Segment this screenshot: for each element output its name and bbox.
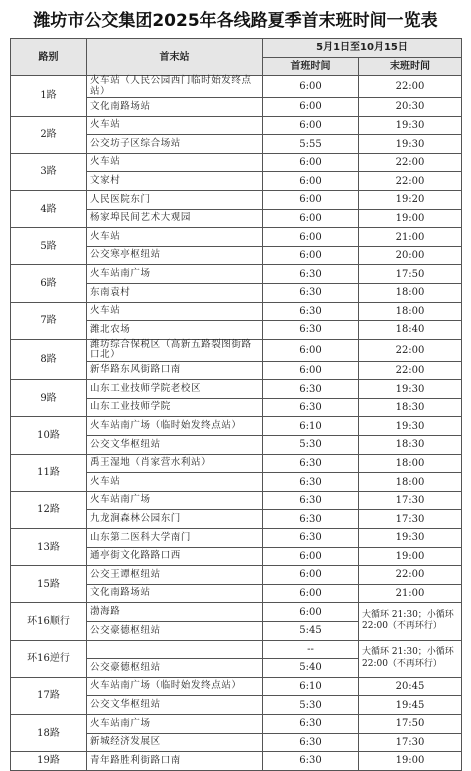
last-time-cell: 17:50 bbox=[359, 265, 462, 284]
last-time-cell: 17:30 bbox=[359, 491, 462, 510]
first-time-cell: 6:00 bbox=[263, 209, 359, 228]
first-time-cell: 6:00 bbox=[263, 76, 359, 98]
first-time-cell: 6:00 bbox=[263, 584, 359, 603]
stop-cell: 禹王湿地（肖家营水利站） bbox=[87, 454, 263, 473]
route-cell: 7路 bbox=[11, 302, 87, 339]
header-first: 首班时间 bbox=[263, 57, 359, 76]
first-time-cell: 6:00 bbox=[263, 361, 359, 380]
last-time-note: 大循环 21:30；小循环 22:00（不再环行） bbox=[359, 603, 462, 640]
first-time-cell: 6:00 bbox=[263, 153, 359, 172]
route-cell: 环16顺行 bbox=[11, 603, 87, 640]
stop-cell: 公交坊子区综合场站 bbox=[87, 135, 263, 154]
last-time-cell: 20:30 bbox=[359, 98, 462, 117]
first-time-cell: 6:00 bbox=[263, 116, 359, 135]
route-cell: 18路 bbox=[11, 714, 87, 751]
table-row bbox=[11, 265, 462, 284]
last-time-cell: 18:30 bbox=[359, 398, 462, 417]
table-row bbox=[11, 529, 462, 548]
last-time-cell: 19:30 bbox=[359, 135, 462, 154]
last-time-cell: 19:30 bbox=[359, 380, 462, 399]
last-time-cell: 20:00 bbox=[359, 246, 462, 265]
first-time-cell: 5:30 bbox=[263, 696, 359, 715]
stop-cell: 火车站（人民公园西门临时始发终点站） bbox=[87, 76, 263, 98]
last-time-cell: 19:00 bbox=[359, 547, 462, 566]
stop-cell: 山东工业技师学院老校区 bbox=[87, 380, 263, 399]
table-row bbox=[11, 302, 462, 321]
header-period: 5月1日至10月15日 bbox=[263, 39, 462, 58]
route-cell: 12路 bbox=[11, 491, 87, 528]
first-time-cell: 6:30 bbox=[263, 529, 359, 548]
stop-cell: 公交文华枢纽站 bbox=[87, 696, 263, 715]
stop-cell: 火车站 bbox=[87, 116, 263, 135]
table-row bbox=[11, 380, 462, 399]
first-time-cell: 6:00 bbox=[263, 603, 359, 622]
stop-cell: 公交豪德枢纽站 bbox=[87, 621, 263, 640]
last-time-cell: 19:30 bbox=[359, 116, 462, 135]
last-time-cell: 18:40 bbox=[359, 321, 462, 340]
route-cell: 6路 bbox=[11, 265, 87, 302]
first-time-cell: 6:00 bbox=[263, 98, 359, 117]
header-route: 路别 bbox=[11, 39, 87, 76]
last-time-cell: 22:00 bbox=[359, 153, 462, 172]
table-row bbox=[11, 191, 462, 210]
first-time-cell: 5:55 bbox=[263, 135, 359, 154]
route-cell: 11路 bbox=[11, 454, 87, 491]
stop-cell: 文化南路场站 bbox=[87, 98, 263, 117]
table-row bbox=[11, 76, 462, 98]
first-time-cell: 6:30 bbox=[263, 302, 359, 321]
table-row bbox=[11, 603, 462, 622]
last-time-cell: 22:00 bbox=[359, 76, 462, 98]
stop-cell: 文家村 bbox=[87, 172, 263, 191]
route-cell: 13路 bbox=[11, 529, 87, 566]
last-time-cell: 18:30 bbox=[359, 436, 462, 455]
last-time-cell: 22:00 bbox=[359, 566, 462, 585]
stop-cell: 东南袁村 bbox=[87, 284, 263, 303]
first-time-cell: 6:30 bbox=[263, 380, 359, 399]
first-time-cell: 6:30 bbox=[263, 473, 359, 492]
route-cell: 17路 bbox=[11, 677, 87, 714]
first-time-cell: 5:45 bbox=[263, 621, 359, 640]
last-time-cell: 20:45 bbox=[359, 677, 462, 696]
last-time-cell: 21:00 bbox=[359, 228, 462, 247]
header-stops: 首末站 bbox=[87, 39, 263, 76]
first-time-cell: 6:00 bbox=[263, 246, 359, 265]
table-row bbox=[11, 417, 462, 436]
stop-cell: 火车站南广场（临时始发终点站） bbox=[87, 417, 263, 436]
stop-cell: 九龙涧森林公园东门 bbox=[87, 510, 263, 529]
stop-cell: 火车站南广场 bbox=[87, 714, 263, 733]
last-time-cell: 19:20 bbox=[359, 191, 462, 210]
last-time-cell: 18:00 bbox=[359, 473, 462, 492]
last-time-cell: 19:45 bbox=[359, 696, 462, 715]
table-row bbox=[11, 491, 462, 510]
first-time-cell: 6:30 bbox=[263, 284, 359, 303]
stop-cell: 火车站 bbox=[87, 473, 263, 492]
first-time-cell: 5:30 bbox=[263, 436, 359, 455]
table-row bbox=[11, 153, 462, 172]
schedule-table bbox=[10, 38, 462, 771]
first-time-cell: 5:40 bbox=[263, 659, 359, 678]
stop-cell: 公交王谭枢纽站 bbox=[87, 566, 263, 585]
table-row bbox=[11, 228, 462, 247]
stop-cell: 潍北农场 bbox=[87, 321, 263, 340]
stop-cell: 新城经济发展区 bbox=[87, 733, 263, 752]
last-time-cell: 19:30 bbox=[359, 417, 462, 436]
stop-cell: 杨家埠民间艺术大观园 bbox=[87, 209, 263, 228]
stop-cell: 山东第二医科大学南门 bbox=[87, 529, 263, 548]
stop-cell: 火车站南广场（临时始发终点站） bbox=[87, 677, 263, 696]
table-row bbox=[11, 752, 462, 771]
route-cell: 环16逆行 bbox=[11, 640, 87, 677]
last-time-cell: 22:00 bbox=[359, 172, 462, 191]
stop-cell: 公交豪德枢纽站 bbox=[87, 659, 263, 678]
first-time-cell: 6:30 bbox=[263, 510, 359, 529]
first-time-cell: 6:30 bbox=[263, 265, 359, 284]
first-time-cell: 6:00 bbox=[263, 566, 359, 585]
stop-cell: 文化南路场站 bbox=[87, 584, 263, 603]
page-title: 潍坊市公交集团2025年各线路夏季首末班时间一览表 bbox=[33, 11, 438, 31]
last-time-cell: 18:00 bbox=[359, 454, 462, 473]
stop-cell: 火车站 bbox=[87, 228, 263, 247]
first-time-cell: 6:00 bbox=[263, 339, 359, 361]
last-time-cell: 17:30 bbox=[359, 510, 462, 529]
route-cell: 1路 bbox=[11, 76, 87, 116]
table-row bbox=[11, 454, 462, 473]
stop-cell: 火车站南广场 bbox=[87, 491, 263, 510]
first-time-cell: 6:30 bbox=[263, 398, 359, 417]
last-time-cell: 19:00 bbox=[359, 209, 462, 228]
first-time-cell: 6:10 bbox=[263, 417, 359, 436]
first-time-cell: 6:10 bbox=[263, 677, 359, 696]
route-cell: 4路 bbox=[11, 191, 87, 228]
table-row bbox=[11, 640, 462, 659]
stop-cell: 青年路胜利街路口南 bbox=[87, 752, 263, 771]
table-row bbox=[11, 116, 462, 135]
route-cell: 19路 bbox=[11, 752, 87, 771]
last-time-cell: 19:00 bbox=[359, 752, 462, 771]
last-time-cell: 18:00 bbox=[359, 302, 462, 321]
stop-cell: 人民医院东门 bbox=[87, 191, 263, 210]
last-time-cell: 17:50 bbox=[359, 714, 462, 733]
stop-cell: 公交文华枢纽站 bbox=[87, 436, 263, 455]
first-time-cell: -- bbox=[263, 640, 359, 659]
stop-cell: 新华路东风街路口南 bbox=[87, 361, 263, 380]
stop-cell: 渤海路 bbox=[87, 603, 263, 622]
table-row bbox=[11, 714, 462, 733]
route-cell: 15路 bbox=[11, 566, 87, 603]
last-time-cell: 21:00 bbox=[359, 584, 462, 603]
last-time-cell: 18:00 bbox=[359, 284, 462, 303]
first-time-cell: 6:00 bbox=[263, 228, 359, 247]
route-cell: 8路 bbox=[11, 339, 87, 379]
first-time-cell: 6:00 bbox=[263, 191, 359, 210]
first-time-cell: 6:00 bbox=[263, 172, 359, 191]
stop-cell: 火车站南广场 bbox=[87, 265, 263, 284]
stop-cell: 山东工业技师学院 bbox=[87, 398, 263, 417]
first-time-cell: 6:00 bbox=[263, 547, 359, 566]
route-cell: 3路 bbox=[11, 153, 87, 190]
table-row bbox=[11, 339, 462, 361]
last-time-cell: 22:00 bbox=[359, 361, 462, 380]
header-last: 末班时间 bbox=[359, 57, 462, 76]
first-time-cell: 6:30 bbox=[263, 321, 359, 340]
route-cell: 5路 bbox=[11, 228, 87, 265]
first-time-cell: 6:30 bbox=[263, 454, 359, 473]
last-time-cell: 17:30 bbox=[359, 733, 462, 752]
first-time-cell: 6:30 bbox=[263, 714, 359, 733]
stop-cell bbox=[87, 640, 263, 659]
route-cell: 10路 bbox=[11, 417, 87, 454]
route-cell: 9路 bbox=[11, 380, 87, 417]
stop-cell: 公交寒亭枢纽站 bbox=[87, 246, 263, 265]
last-time-cell: 19:30 bbox=[359, 529, 462, 548]
table-row bbox=[11, 677, 462, 696]
stop-cell: 潍坊综合保税区（高新五路裂图街路口北） bbox=[87, 339, 263, 361]
first-time-cell: 6:30 bbox=[263, 733, 359, 752]
first-time-cell: 6:30 bbox=[263, 491, 359, 510]
stop-cell: 通亭街文化路路口西 bbox=[87, 547, 263, 566]
table-row bbox=[11, 566, 462, 585]
stop-cell: 火车站 bbox=[87, 302, 263, 321]
last-time-cell: 22:00 bbox=[359, 339, 462, 361]
first-time-cell: 6:30 bbox=[263, 752, 359, 771]
last-time-note: 大循环 21:30；小循环 22:00（不再环行） bbox=[359, 640, 462, 677]
stop-cell: 火车站 bbox=[87, 153, 263, 172]
route-cell: 2路 bbox=[11, 116, 87, 153]
